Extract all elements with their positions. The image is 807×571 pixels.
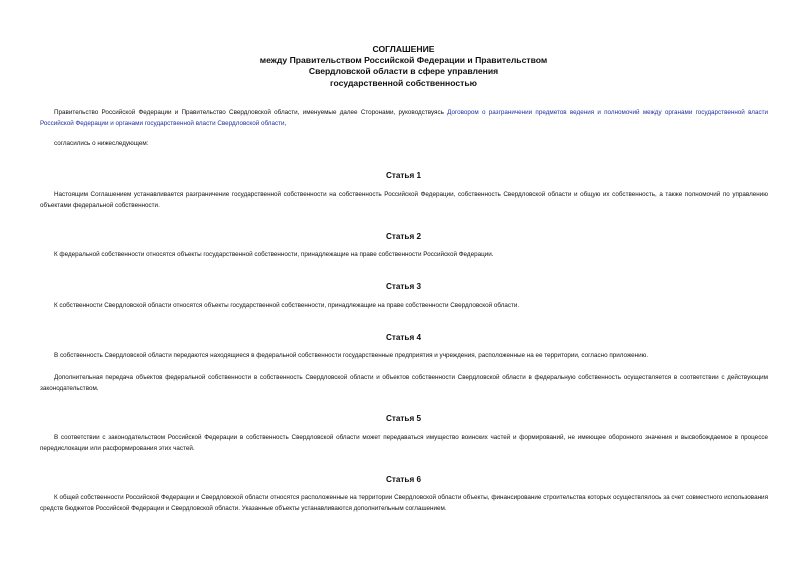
article-4-paragraph-1 [40, 351, 768, 362]
title-line-1: СОГЛАШЕНИЕ [372, 44, 435, 54]
agreed-paragraph [40, 139, 768, 150]
article-4-text-1: В собственность Свердловской области передаются находящиеся в федеральной собственности государственные предприятия и учреждения, расположенные на ее территории, согласно приложению. [54, 352, 649, 359]
article-1-text: Настоящим Соглашением устанавливается разграничение государственной собственности на собственность Российской Федерации, собственность Свердловской области и общую их собственность, а также полномочий по управлению объектами федеральной собственности. [40, 191, 768, 209]
preamble-text-end: , [284, 119, 287, 127]
treaty-link[interactable]: Договором о разграничении предметов ведения и полномочий между органами государственной власти Российской Федерации и органами государственной власти Свердловской области [40, 109, 768, 127]
title-line-3: Свердловской области в сфере управления [308, 66, 499, 77]
preamble-text: Правительство Российской Федерации и Правительство Свердловской области, именуемые далее Сторонами, руководствуясь [54, 109, 448, 116]
article-5-heading: Статья 5 [385, 414, 422, 423]
title-line-4: государственной собственностью [330, 77, 477, 88]
article-1-heading: Статья 1 [385, 171, 422, 180]
article-6-text: К общей собственности Российской Федерации и Свердловской области относятся расположенные на территории Свердловской области объекты, финансирование строительства которых осуществлялось за счет совместного использования средств бюджетов Российской Федерации и Свердловской области. Указанные объекты устанавливаются дополнительным соглашением. [40, 494, 768, 512]
title-line-2: между Правительством Российской Федерации и Правительством [259, 55, 548, 66]
article-3-paragraph [40, 301, 768, 312]
document-title [0, 44, 807, 89]
agreed-text: согласились о нижеследующем: [54, 140, 149, 147]
article-3-text: К собственности Свердловской области относятся объекты государственной собственности, принадлежащие на праве собственности Свердловской области. [54, 302, 520, 309]
article-2-text: К федеральной собственности относятся объекты государственной собственности, принадлежащие на праве собственности Российской Федерации. [54, 251, 494, 258]
article-2-heading: Статья 2 [385, 232, 422, 241]
article-3-heading: Статья 3 [385, 282, 422, 291]
article-2-paragraph [40, 250, 768, 261]
article-5-text: В соответствии с законодательством Российской Федерации в собственность Свердловской области может передаваться имущество воинских частей и формирований, не имеющее оборонного значения и высвобождаемое в процессе передислокации или расформирования этих частей. [40, 434, 768, 452]
article-6-heading: Статья 6 [385, 475, 422, 484]
article-6-paragraph [40, 493, 768, 514]
article-1-paragraph [40, 190, 768, 211]
article-5-paragraph [40, 433, 768, 454]
article-4-paragraph-2 [40, 373, 768, 394]
article-4-heading: Статья 4 [385, 333, 422, 342]
preamble-paragraph [40, 108, 768, 129]
article-4-text-2: Дополнительная передача объектов федеральной собственности в собственность Свердловской области и объектов собственности Свердловской области в федеральную собственность осуществляется в соответствии с действующим законодательством. [40, 374, 768, 392]
